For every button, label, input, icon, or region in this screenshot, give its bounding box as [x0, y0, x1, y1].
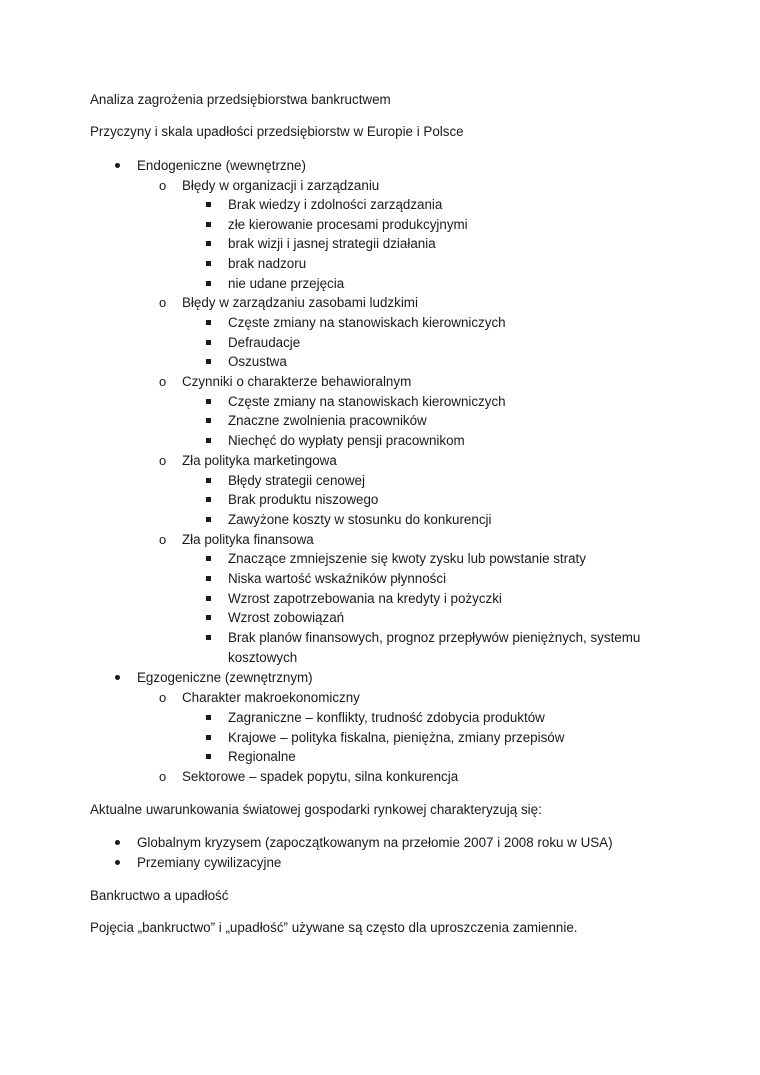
list-item-level3 [228, 254, 306, 274]
section-heading-conditions: Aktualne uwarunkowania światowej gospodarki rynkowej charakteryzują się: [90, 802, 542, 817]
list-item-level3 [228, 392, 506, 412]
list-item-level3 [228, 471, 365, 491]
list-item-text: Wzrost zapotrzebowania na kredyty i pożyczki [228, 591, 502, 606]
bullet-dot-icon [115, 675, 120, 680]
list-item-text: Sektorowe – spadek popytu, silna konkurencja [182, 769, 459, 784]
square-bullet-icon [206, 222, 211, 227]
square-bullet-icon [206, 418, 211, 423]
list-item-level3 [228, 747, 296, 767]
list-item-level3 [228, 195, 442, 215]
square-bullet-icon [206, 340, 211, 345]
list-item-text: Charakter makroekonomiczny [182, 690, 360, 705]
section-heading-causes: Przyczyny i skala upadłości przedsiębiorstw w Europie i Polsce [90, 124, 464, 139]
square-bullet-icon [206, 281, 211, 286]
list-item-level1 [137, 668, 313, 688]
list-item-text: Wzrost zobowiązań [228, 610, 345, 625]
square-bullet-icon [206, 576, 211, 581]
document-title: Analiza zagrożenia przedsiębiorstwa bankructwem [90, 92, 391, 107]
list-item-level3 [228, 569, 446, 589]
list-item-text: Przemiany cywilizacyjne [137, 855, 282, 870]
square-bullet-icon [206, 735, 211, 740]
list-item-level3 [228, 234, 436, 254]
square-bullet-icon [206, 320, 211, 325]
list-item-text: Zawyżone koszty w stosunku do konkurencji [228, 512, 492, 527]
paragraph: Pojęcia „bankructwo” i „upadłość” używane są często dla uproszczenia zamiennie. [90, 920, 578, 935]
list-item-text: Czynniki o charakterze behawioralnym [182, 374, 412, 389]
list-item-text: brak wizji i jasnej strategii działania [228, 236, 436, 251]
list-item-level3 [228, 333, 300, 353]
list-item-level2 [159, 451, 337, 471]
list-item-level1 [137, 833, 613, 853]
square-bullet-icon [206, 399, 211, 404]
list-item-text: Niska wartość wskaźników płynności [228, 571, 447, 586]
list-item-level3 [228, 628, 640, 648]
list-item-text: Egzogeniczne (zewnętrznym) [137, 670, 313, 685]
list-item-level3 [228, 728, 564, 748]
list-item-level3 [228, 411, 427, 431]
list-item-text: Brak wiedzy i zdolności zarządzania [228, 197, 443, 212]
square-bullet-icon [206, 635, 211, 640]
square-bullet-icon [206, 754, 211, 759]
list-item-text: Błędy w organizacji i zarządzaniu [182, 178, 380, 193]
square-bullet-icon [206, 715, 211, 720]
list-item-level3 [228, 313, 506, 333]
list-item-level3 [228, 274, 344, 294]
list-item-text: Zła polityka marketingowa [182, 453, 337, 468]
square-bullet-icon [206, 517, 211, 522]
list-item-text: Znaczne zwolnienia pracowników [228, 413, 427, 428]
circle-bullet-icon: o [159, 178, 167, 193]
square-bullet-icon [206, 202, 211, 207]
square-bullet-icon [206, 241, 211, 246]
square-bullet-icon [206, 556, 211, 561]
list-item-level2 [159, 176, 380, 196]
list-item-level1 [137, 853, 281, 873]
list-item-text: Częste zmiany na stanowiskach kierowniczych [228, 394, 506, 409]
list-item-level3 [228, 549, 586, 569]
list-item-level2 [159, 767, 459, 787]
section-heading-bankruptcy: Bankructwo a upadłość [90, 888, 229, 903]
list-item-text: Oszustwa [228, 354, 287, 369]
circle-bullet-icon: o [159, 295, 167, 310]
list-item-text: Niechęć do wypłaty pensji pracownikom [228, 433, 465, 448]
list-item-level3 [228, 708, 545, 728]
list-item-text: brak nadzoru [228, 256, 307, 271]
list-item-text: Błędy strategii cenowej [228, 473, 365, 488]
bullet-dot-icon [115, 163, 120, 168]
list-item-level3 [228, 490, 378, 510]
list-item-text: Brak produktu niszowego [228, 492, 379, 507]
list-item-level2 [159, 372, 412, 392]
circle-bullet-icon: o [159, 690, 167, 705]
square-bullet-icon [206, 615, 211, 620]
list-item-level1 [137, 156, 306, 176]
square-bullet-icon [206, 438, 211, 443]
list-item-text: Błędy w zarządzaniu zasobami ludzkimi [182, 295, 418, 310]
list-item-text: Krajowe – polityka fiskalna, pieniężna, zmiany przepisów [228, 730, 565, 745]
square-bullet-icon [206, 596, 211, 601]
square-bullet-icon [206, 478, 211, 483]
list-item-level3 [228, 589, 502, 609]
bullet-dot-icon [115, 860, 120, 865]
list-item-text: złe kierowanie procesami produkcyjnymi [228, 217, 468, 232]
list-item-text: Brak planów finansowych, prognoz przepływów pieniężnych, systemu [228, 630, 641, 645]
list-item-level3 [228, 431, 465, 451]
list-item-level3 [228, 215, 468, 235]
list-item-text: nie udane przejęcia [228, 276, 345, 291]
square-bullet-icon [206, 359, 211, 364]
list-item-text: Częste zmiany na stanowiskach kierowniczych [228, 315, 506, 330]
list-item-text: Zła polityka finansowa [182, 532, 314, 547]
circle-bullet-icon: o [159, 453, 167, 468]
list-item-continuation: kosztowych [228, 650, 298, 665]
list-item-level3 [228, 510, 491, 530]
list-item-level2 [159, 688, 360, 708]
circle-bullet-icon: o [159, 532, 167, 547]
bullet-dot-icon [115, 840, 120, 845]
list-item-level3 [228, 352, 287, 372]
list-item-text: Zagraniczne – konflikty, trudność zdobycia produktów [228, 710, 545, 725]
circle-bullet-icon: o [159, 374, 167, 389]
list-item-text: Znaczące zmniejszenie się kwoty zysku lub powstanie straty [228, 551, 586, 566]
list-item-text: Regionalne [228, 749, 296, 764]
list-item-text: Endogeniczne (wewnętrzne) [137, 158, 306, 173]
list-item-level2 [159, 293, 418, 313]
square-bullet-icon [206, 261, 211, 266]
list-item-text: Globalnym kryzysem (zapoczątkowanym na przełomie 2007 i 2008 roku w USA) [137, 835, 613, 850]
square-bullet-icon [206, 497, 211, 502]
list-item-text: Defraudacje [228, 335, 301, 350]
list-item-level3 [228, 608, 344, 628]
circle-bullet-icon: o [159, 769, 167, 784]
list-item-level2 [159, 530, 314, 550]
